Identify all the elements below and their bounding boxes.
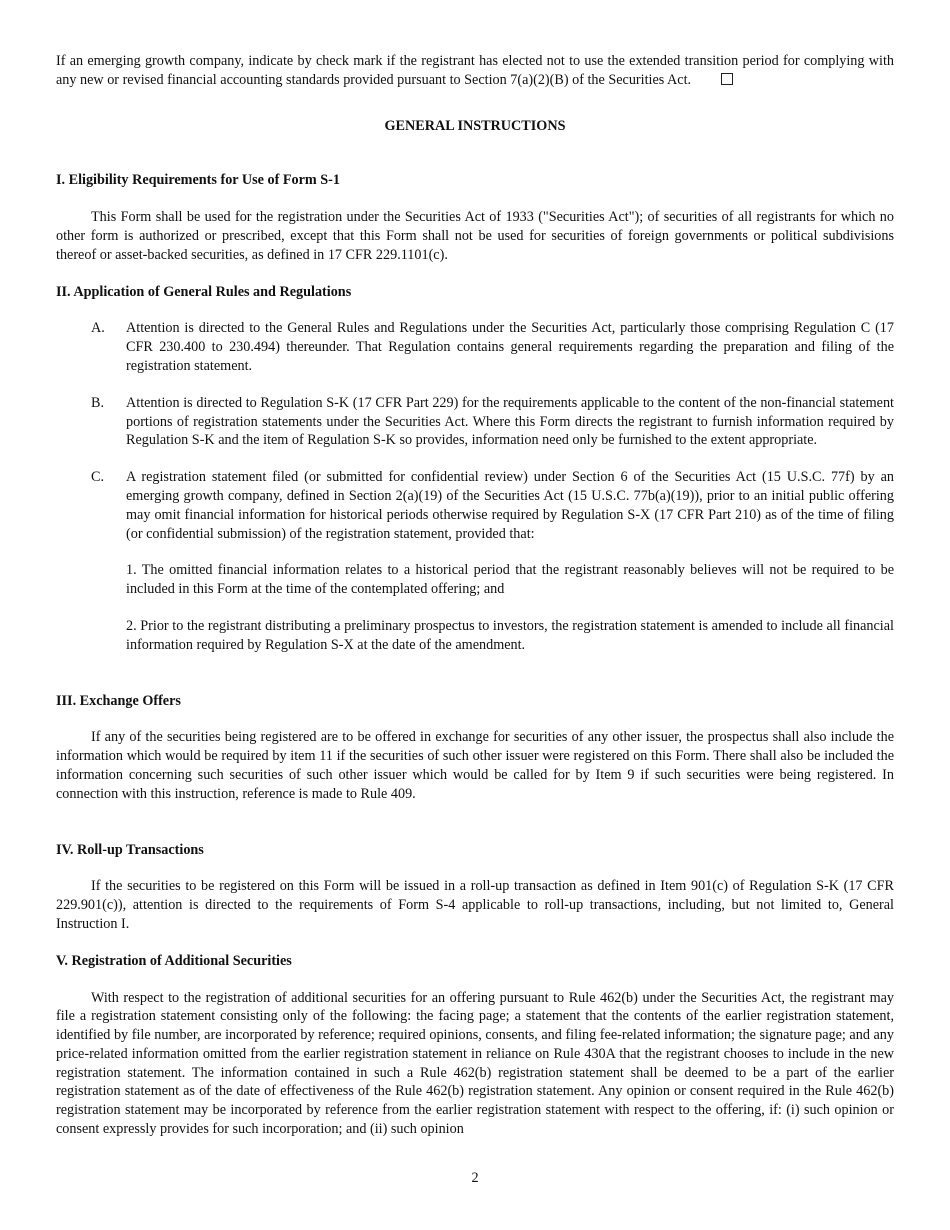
item-c-subitem-2: 2. Prior to the registrant distributing a preliminary prospectus to investors, the registration statement is amended to include all financial information required by Regulation S-X at the date of the amendment. [126,617,894,653]
section-1-body: This Form shall be used for the registration under the Securities Act of 1933 ("Securities Act"); of securities of all registrants for which no other form is authorized or prescribed, except that this Form shall not be used for securities of foreign governments or political subdivisions thereof or asset-backed securities, as defined in 17 CFR 229.1101(c). [56,209,894,263]
section-1-heading: I. Eligibility Requirements for Use of Form S-1 [56,172,340,189]
page-title: GENERAL INSTRUCTIONS [384,117,566,134]
section-5-body: With respect to the registration of additional securities for an offering pursuant to Rule 462(b) under the Securities Act, the registrant may file a registration statement consisting only of the following: the facing page; a statement that the contents of the earlier registration statement, identified by file number, are incorporated by reference; required opinions, consents, and filing fee-related information; the signature page; and any price-related information omitted from the earlier registration statement in reliance on Rule 430A that the registrant chooses to include in the new registration statement. The information contained in such a Rule 462(b) registration statement shall be deemed to be a part of the earlier registration statement as of the date of effectiveness of the Rule 462(b) registration statement. Any opinion or consent required in the Rule 462(b) registration statement may be incorporated by reference from the earlier registration statement with respect to the offering, if: (i) such opinion or consent expressly provides for such incorporation; and (ii) such opinion [56,989,894,1138]
section-5-heading: V. Registration of Additional Securities [56,952,292,969]
egc-note [56,52,894,90]
item-a-text: Attention is directed to the General Rules and Regulations under the Securities Act, particularly those comprising Regulation C (17 CFR 230.400 to 230.494) thereunder. That Regulation contains general requirements regarding the preparation and filing of the registration statement. [126,320,894,374]
item-c-label: C. [91,469,105,486]
item-a-label: A. [91,320,105,337]
item-a [56,319,894,375]
item-c [56,468,894,543]
section-4-heading: IV. Roll-up Transactions [56,841,204,858]
item-b-label: B. [91,394,105,411]
section-3-heading: III. Exchange Offers [56,692,181,709]
item-c-subitem-1: 1. The omitted financial information relates to a historical period that the registrant reasonably believes will not be required to be included in this Form at the time of the contemplated offering; and [126,562,894,598]
section-2-heading: II. Application of General Rules and Regulations [56,283,352,300]
item-b [56,394,894,450]
item-b-text: Attention is directed to Regulation S-K (17 CFR Part 229) for the requirements applicable to the content of the non-financial statement portions of registration statements under the Securities Act. Where this Form directs the registrant to furnish information required by Regulation S-K and the item of Regulation S-K so provides, information need only be furnished to the extent appropriate. [126,394,894,449]
egc-checkbox[interactable] [721,73,733,85]
section-4-body: If the securities to be registered on this Form will be issued in a roll-up transaction as defined in Item 901(c) of Regulation S-K (17 CFR 229.901(c)), attention is directed to the requirements of Form S-4 applicable to roll-up transactions, including, but not limited to, General Instruction I. [56,878,894,932]
page-number: 2 [471,1170,479,1186]
section-3-body: If any of the securities being registered are to be offered in exchange for securities of any other issuer, the prospectus shall also include the information which would be required by item 11 if the securities of such other issuer were registered on this Form. There shall also be included the information concerning such securities of such other issuer which would be called for by Item 9 if such securities were being registered. In connection with this instruction, reference is made to Rule 409. [56,729,894,802]
egc-note-text: If an emerging growth company, indicate by check mark if the registrant has elected not to use the extended transition period for complying with any new or revised financial accounting standards provided pursuant to Section 7(a)(2)(B) of the Securities Act. [56,53,894,88]
item-c-text: A registration statement filed (or submitted for confidential review) under Section 6 of the Securities Act (15 U.S.C. 77f) by an emerging growth company, defined in Section 2(a)(19) of the Securities Act (15 U.S.C. 77b(a)(19)), prior to an initial public offering may omit financial information for historical periods otherwise required by Regulation S-X (17 CFR Part 210) as of the time of filing (or confidential submission) of the registration statement, provided that: [126,469,894,542]
document-page [56,52,894,1139]
